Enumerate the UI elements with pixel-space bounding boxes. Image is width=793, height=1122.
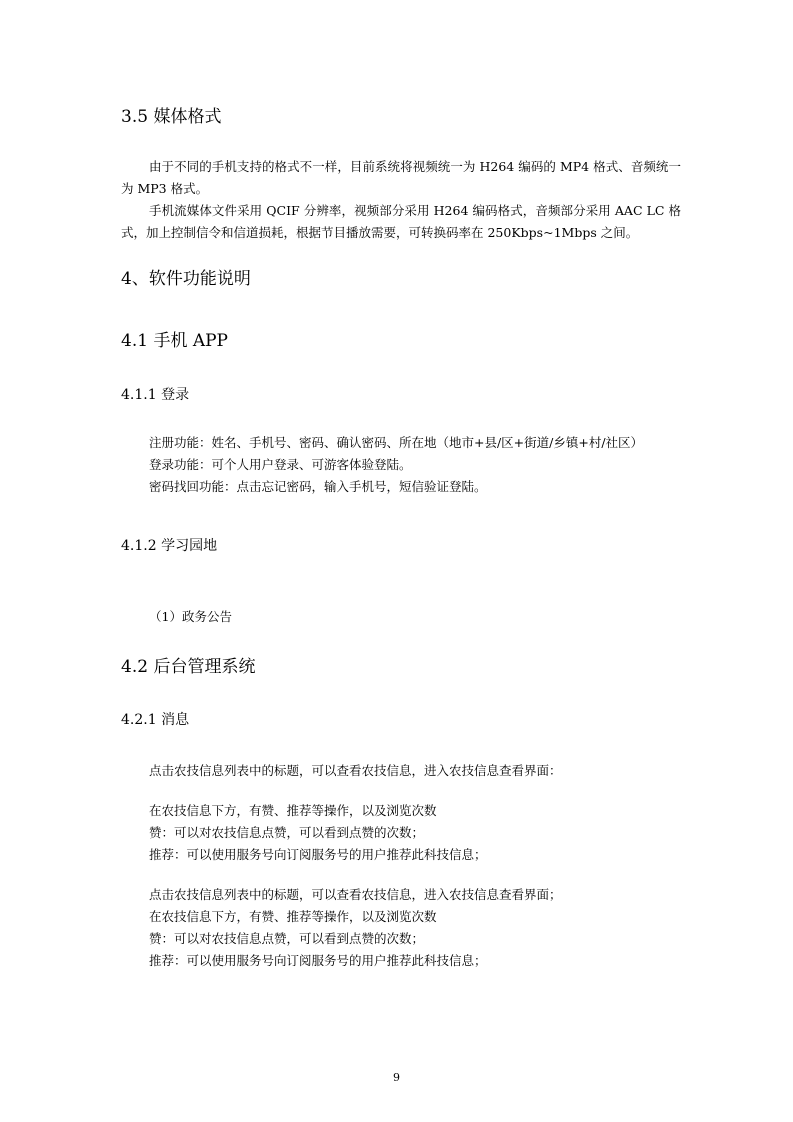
page-number: 9	[393, 1071, 400, 1084]
text-line-register: 注册功能：姓名、手机号、密码、确认密码、所在地（地市+县/区+街道/乡镇+村/社区）	[149, 435, 644, 450]
text-line-message-1: 点击农技信息列表中的标题，可以查看农技信息，进入农技信息查看界面：	[149, 763, 562, 778]
text-line-message-8: 推荐：可以使用服务号向订阅服务号的用户推荐此科技信息；	[149, 953, 487, 968]
text-line-message-4: 推荐：可以使用服务号向订阅服务号的用户推荐此科技信息；	[149, 847, 487, 862]
text-line-login: 登录功能：可个人用户登录、可游客体验登陆。	[149, 457, 412, 472]
text-line-message-7: 赞：可以对农技信息点赞，可以看到点赞的次数；	[149, 931, 425, 946]
heading-4-1-2: 4.1.2 学习园地	[121, 538, 218, 554]
text-line-message-3: 赞：可以对农技信息点赞，可以看到点赞的次数；	[149, 825, 425, 840]
heading-4-1-1: 4.1.1 登录	[121, 387, 190, 403]
text-line-gov-notice: （1）政务公告	[149, 609, 232, 624]
heading-4-2: 4.2 后台管理系统	[121, 657, 256, 677]
paragraph-media-format-1: 由于不同的手机支持的格式不一样，目前系统将视频统一为 H264 编码的 MP4 格式、音频统一为 MP3 格式。	[121, 159, 681, 196]
heading-4-2-1: 4.2.1 消息	[121, 712, 190, 728]
heading-4-1: 4.1 手机 APP	[121, 331, 228, 351]
text-line-message-5: 点击农技信息列表中的标题，可以查看农技信息，进入农技信息查看界面；	[149, 887, 562, 902]
heading-3-5: 3.5 媒体格式	[121, 107, 222, 127]
text-line-message-6: 在农技信息下方，有赞、推荐等操作，以及浏览次数	[149, 909, 437, 924]
text-line-message-2: 在农技信息下方，有赞、推荐等操作，以及浏览次数	[149, 803, 437, 818]
heading-4: 4、软件功能说明	[121, 269, 251, 289]
paragraph-media-format-2: 手机流媒体文件采用 QCIF 分辨率，视频部分采用 H264 编码格式，音频部分采用 AAC LC 格式，加上控制信令和信道损耗，根据节目播放需要，可转换码率在 250Kbps~1Mbps 之间。	[121, 203, 681, 240]
text-line-password-recovery: 密码找回功能：点击忘记密码，输入手机号，短信验证登陆。	[149, 479, 487, 494]
